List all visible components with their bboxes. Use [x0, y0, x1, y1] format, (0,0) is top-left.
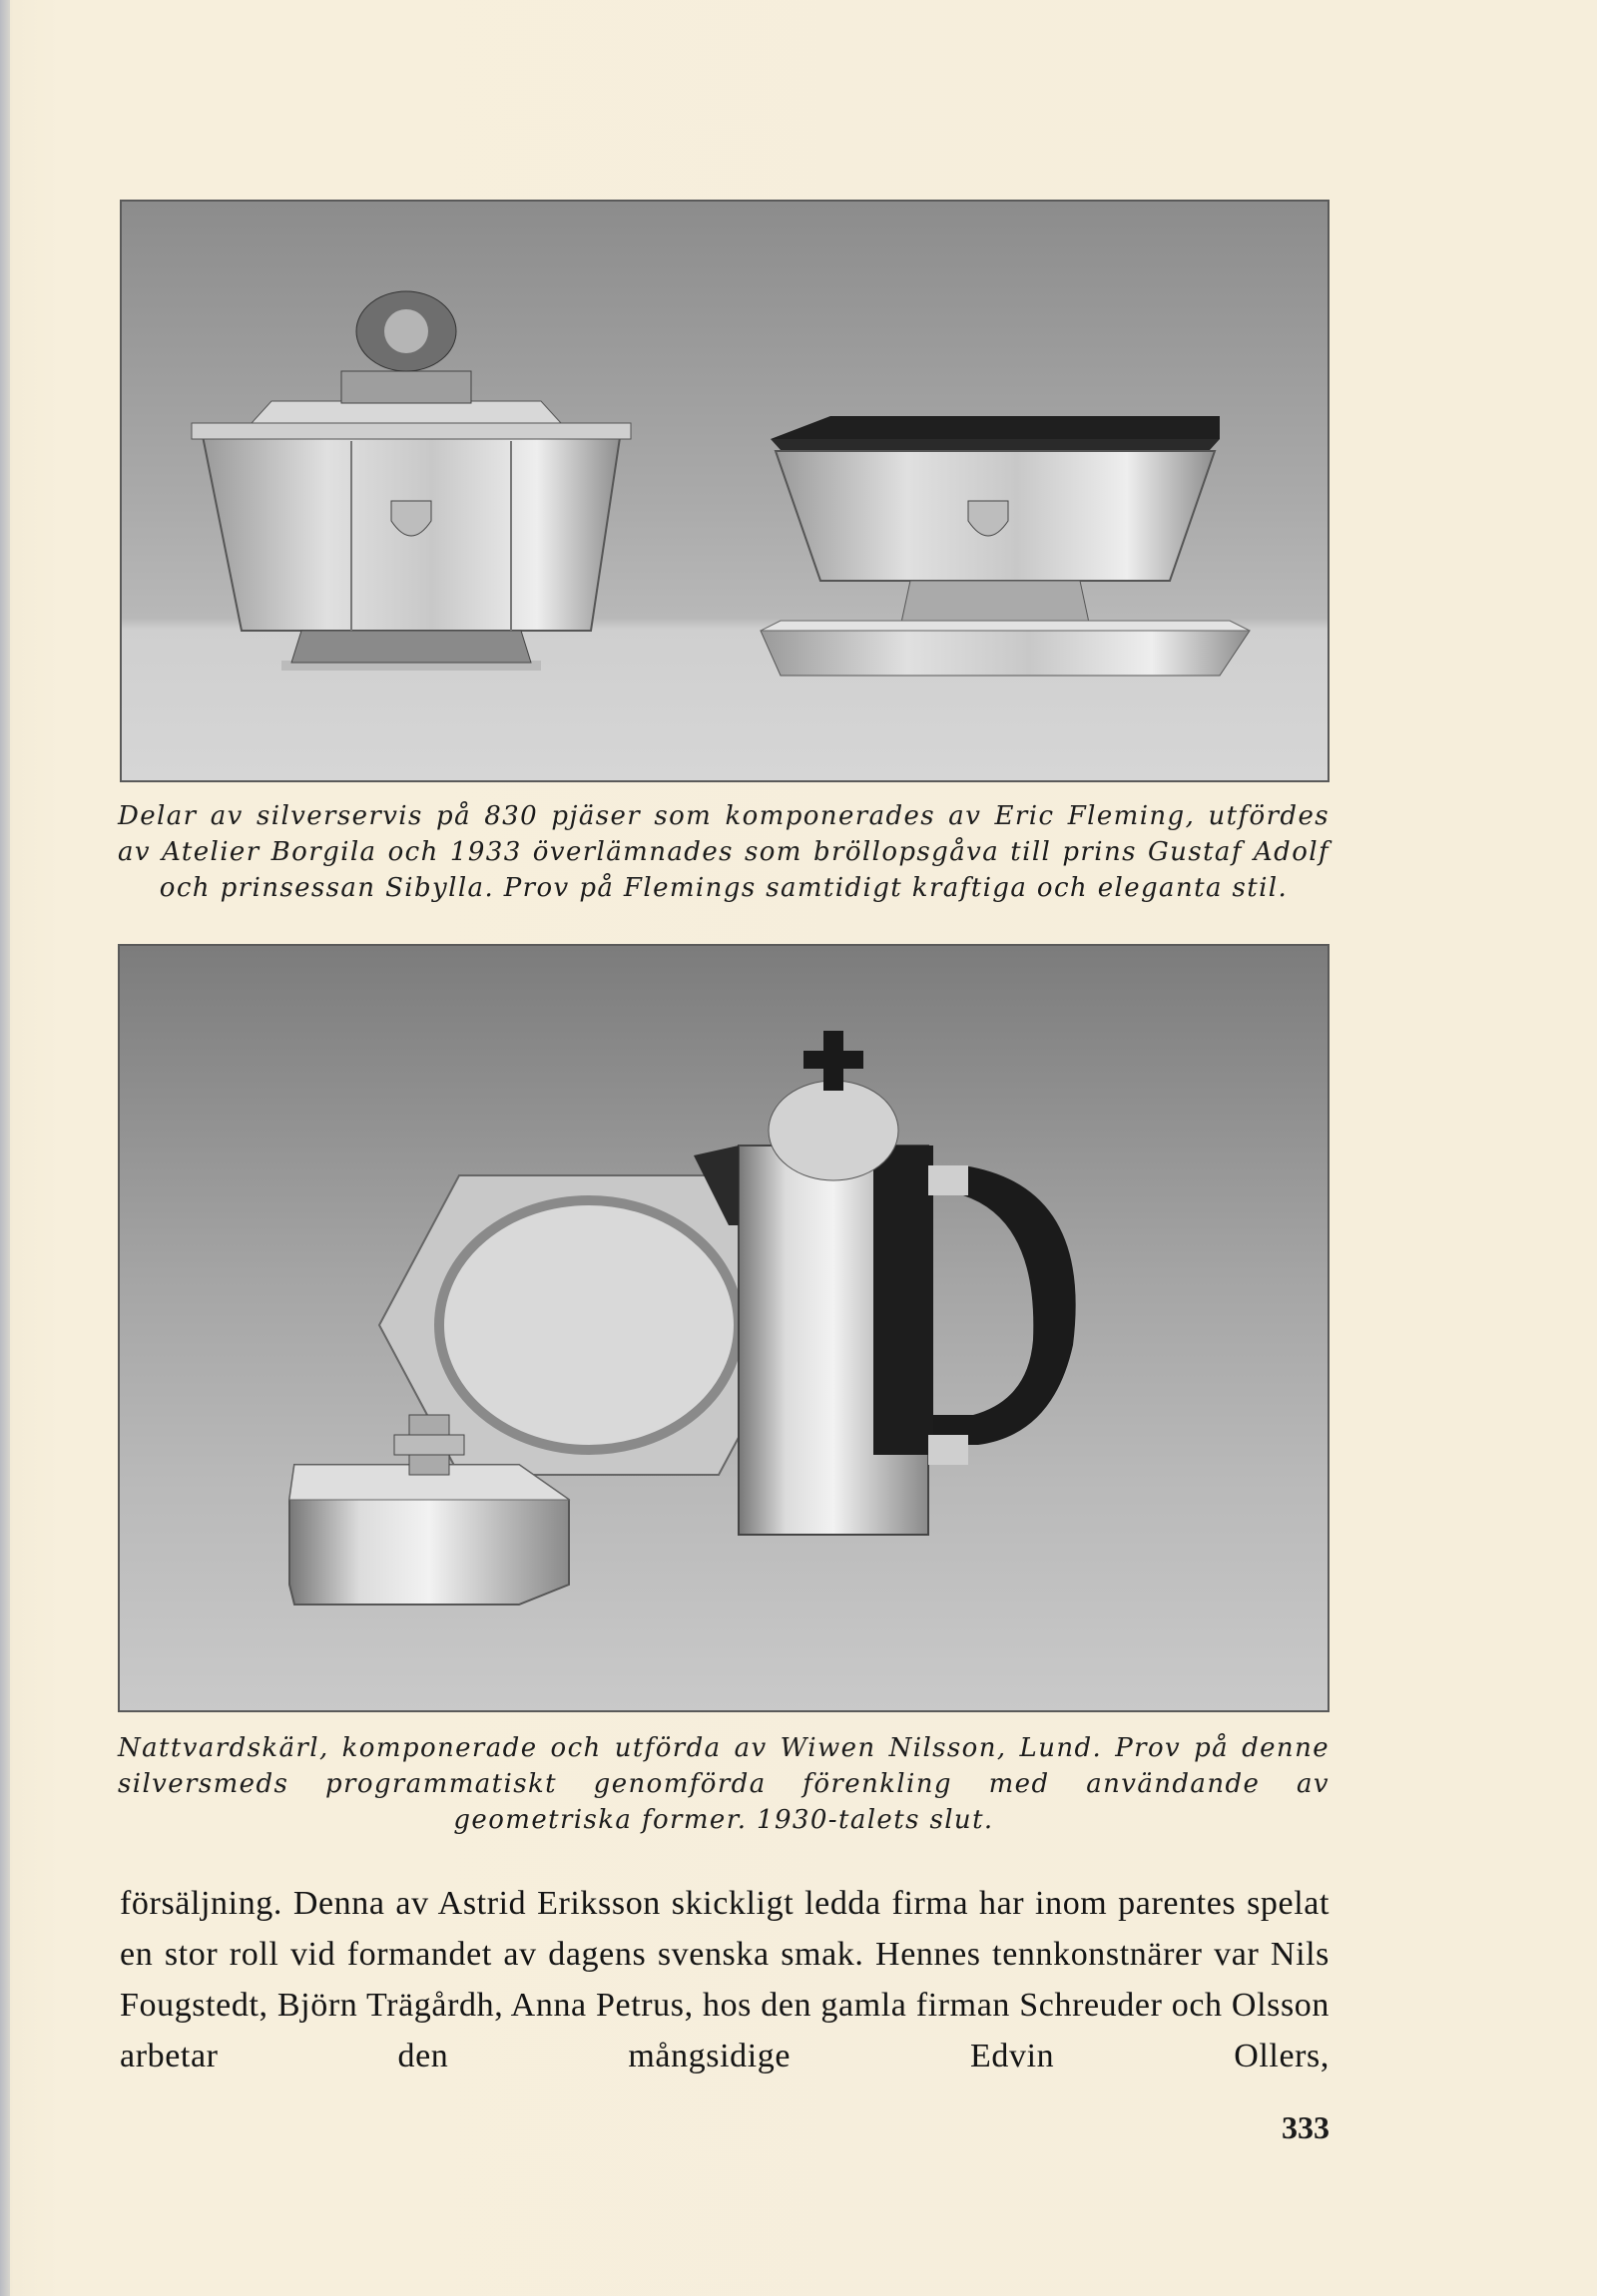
figure-2-photo: [118, 944, 1330, 1712]
figure-2-caption: Nattvardskärl, komponerade och utförda av Wiwen Nilsson, Lund. Prov på denne silversmeds programmatiskt genomförda förenkling med användande av geometriska former. 1930-talets slut.: [118, 1733, 1330, 1835]
figure-1-photo: [120, 200, 1330, 782]
page-edge-shadow: [0, 0, 10, 2296]
bowl-shape: [761, 416, 1250, 676]
page-number: 333: [1282, 2109, 1330, 2145]
body-paragraph: försäljning. Denna av Astrid Eriksson skickligt ledda firma har inom parentes spelat en stor roll vid formandet av dagens svenska smak. Hennes tennkonstnärer var Nils Fougstedt, Björn Trägårdh, Anna Petrus, hos den gamla firman Schreuder och Olsson arbetar den mångsidige Edvin Ollers,: [120, 1885, 1330, 2074]
silver-tureen-and-bowl-image: [122, 202, 1328, 780]
communion-vessels-image: [120, 946, 1328, 1710]
figure-1-caption: Delar av silverservis på 830 pjäser som komponerades av Eric Fleming, utfördes av Atelier Borgila och 1933 överlämnades som bröllopsgåva till prins Gustaf Adolf och prinsessan Sibylla. Prov på Flemings samtidigt kraftiga och eleganta stil.: [118, 801, 1330, 903]
